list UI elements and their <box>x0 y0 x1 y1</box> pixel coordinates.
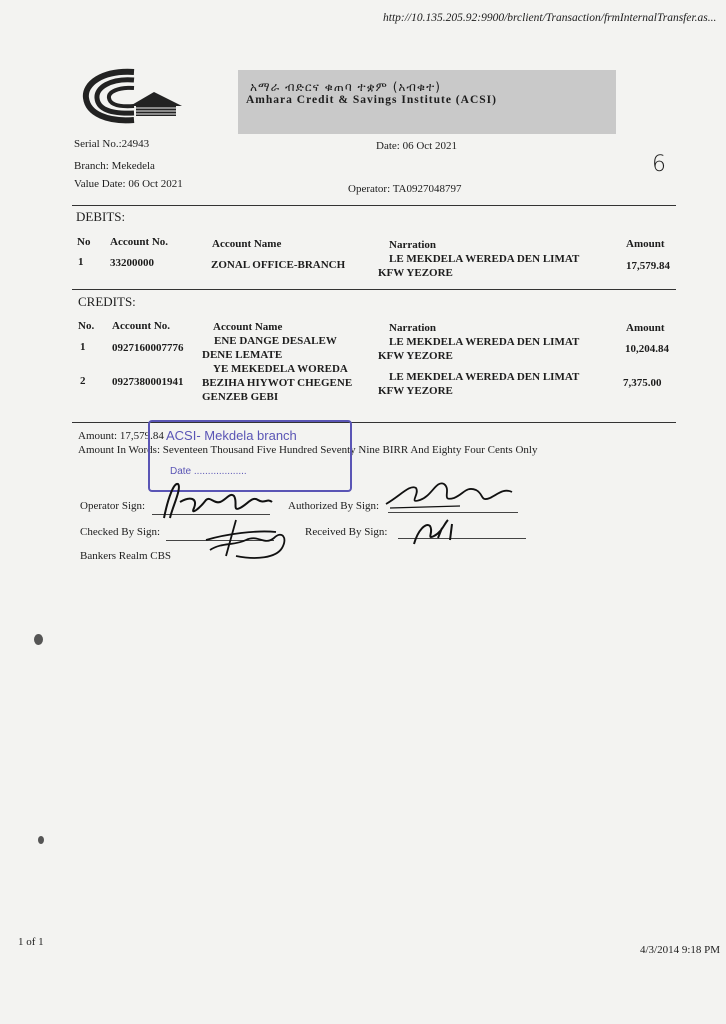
checked-signature-icon <box>196 516 296 562</box>
credit-row-no: 2 <box>80 375 86 387</box>
operator-sign-label: Operator Sign: <box>80 500 146 512</box>
debit-row-account-name: ZONAL OFFICE-BRANCH <box>211 259 346 271</box>
operator-id: Operator: TA0927048797 <box>348 183 462 195</box>
checked-sign-label: Checked By Sign: <box>80 526 161 538</box>
footer-note: Bankers Realm CBS <box>80 550 172 562</box>
credit-row-no: 1 <box>80 341 86 353</box>
divider <box>72 289 676 290</box>
authorized-sign-label: Authorized By Sign: <box>288 500 380 512</box>
debits-header-amount: Amount <box>626 238 665 250</box>
credit-row-narration-2: KFW YEZORE <box>378 385 453 397</box>
debits-header-account-name: Account Name <box>212 238 282 250</box>
document-date: Date: 06 Oct 2021 <box>376 140 457 152</box>
debits-header-account-no: Account No. <box>110 236 169 248</box>
credit-row-narration-1: LE MEKDELA WEREDA DEN LIMAT <box>389 336 580 348</box>
credit-row-amount: 7,375.00 <box>623 377 662 389</box>
credit-row-account-no: 0927160007776 <box>112 342 184 354</box>
credit-row-narration-1: LE MEKDELA WEREDA DEN LIMAT <box>389 371 580 383</box>
debit-row-no: 1 <box>78 256 84 268</box>
debit-row-narration-2: KFW YEZORE <box>378 267 453 279</box>
credits-header-narration: Narration <box>389 322 437 334</box>
divider <box>72 205 676 206</box>
punch-hole <box>34 634 43 645</box>
debit-row-amount: 17,579.84 <box>626 260 670 272</box>
print-timestamp: 4/3/2014 9:18 PM <box>640 944 721 956</box>
debit-row-narration-1: LE MEKDELA WEREDA DEN LIMAT <box>389 253 580 265</box>
debits-header-narration: Narration <box>389 239 437 251</box>
institution-name-amharic: አማራ ብድርና ቁጠባ ተቋም (አብቁተ) <box>250 80 441 94</box>
debits-title: DEBITS: <box>76 209 126 224</box>
serial-number: Serial No.:24943 <box>74 138 150 150</box>
authorized-signature-icon <box>380 474 520 514</box>
credits-header-account-name: Account Name <box>213 321 283 333</box>
received-sign-label: Received By Sign: <box>305 526 388 538</box>
punch-hole <box>38 836 44 844</box>
credit-row-account-name-1: YE MEKEDELA WOREDA <box>213 363 348 375</box>
page-number: 1 of 1 <box>18 936 44 948</box>
credit-row-account-name-2: BEZIHA HIYWOT CHEGENE <box>202 377 353 389</box>
institution-banner <box>238 70 616 134</box>
stamp-date-text: Date ................... <box>170 466 247 477</box>
debits-header-no: No <box>77 236 91 248</box>
credits-header-account-no: Account No. <box>112 320 171 332</box>
credit-row-account-name-1: ENE DANGE DESALEW <box>214 335 337 347</box>
amount-in-words: Amount In Words: Seventeen Thousand Five Hundred Seventy Nine BIRR And Eighty Four Cents Only <box>78 444 538 456</box>
institution-name-english: Amhara Credit & Savings Institute (ACSI) <box>246 94 497 106</box>
received-signature-icon <box>408 516 468 550</box>
page-url: http://10.135.205.92:9900/brclient/Transaction/frmInternalTransfer.as... <box>383 12 717 24</box>
credits-header-amount: Amount <box>626 322 665 334</box>
credit-row-account-name-2: DENE LEMATE <box>202 349 283 361</box>
total-amount: Amount: 17,579.84 <box>78 430 164 442</box>
credits-title: CREDITS: <box>78 294 136 309</box>
acsi-logo-icon <box>82 66 192 126</box>
credit-row-account-no: 0927380001941 <box>112 376 184 388</box>
value-date: Value Date: 06 Oct 2021 <box>74 178 183 190</box>
credit-row-account-name-3: GENZEB GEBI <box>202 391 279 403</box>
handwritten-number: 6 <box>652 152 666 177</box>
branch: Branch: Mekedela <box>74 160 155 172</box>
credit-row-amount: 10,204.84 <box>625 343 669 355</box>
credits-header-no: No. <box>78 320 95 332</box>
debit-row-account-no: 33200000 <box>110 257 154 269</box>
credit-row-narration-2: KFW YEZORE <box>378 350 453 362</box>
stamp-branch-text: ACSI- Mekdela branch <box>166 428 297 443</box>
